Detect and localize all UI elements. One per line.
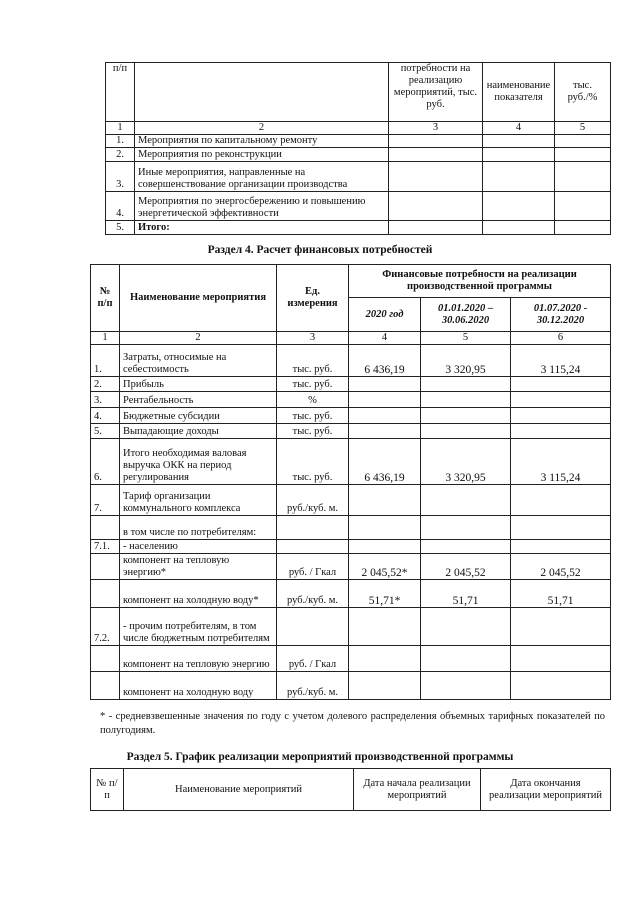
cell	[555, 162, 611, 192]
value-year	[349, 377, 421, 392]
section4-title: Раздел 4. Расчет финансовых потребностей	[207, 244, 433, 256]
table-activities	[105, 62, 611, 235]
value-h1	[421, 485, 511, 516]
table-row	[91, 439, 611, 485]
value-year	[349, 408, 421, 424]
col-number: 2	[120, 332, 277, 345]
header-period-h1: 01.01.2020 – 30.06.2020	[421, 298, 511, 332]
cell	[389, 162, 483, 192]
row-name: Выпадающие доходы	[120, 424, 277, 439]
row-number: 3.	[91, 392, 120, 408]
value-h1: 3 320,95	[421, 345, 511, 377]
table-row	[91, 554, 611, 580]
table-row	[91, 424, 611, 439]
value-year: 2 045,52*	[349, 554, 421, 580]
row-number	[91, 554, 120, 580]
value-year	[349, 608, 421, 646]
table-row	[91, 377, 611, 392]
table-row	[106, 148, 611, 162]
table-row	[91, 608, 611, 646]
row-name: Затраты, относимые на себестоимость	[120, 345, 277, 377]
value-h1: 3 320,95	[421, 439, 511, 485]
value-year	[349, 646, 421, 672]
header-name: Наименование мероприятия	[120, 265, 277, 332]
row-unit	[277, 540, 349, 554]
row-number: 7.2.	[91, 608, 120, 646]
row-name: Итого:	[135, 221, 389, 235]
cell	[389, 135, 483, 148]
table-row	[91, 580, 611, 608]
row-name: компонент на тепловую энергию	[120, 646, 277, 672]
value-h1	[421, 424, 511, 439]
header-group: Финансовые потребности на реализации производственной программы	[349, 265, 611, 298]
value-year: 6 436,19	[349, 345, 421, 377]
row-name: Мероприятия по энергосбережению и повышению энергетической эффективности	[135, 192, 389, 221]
col-number: 2	[135, 122, 389, 135]
row-name: Рентабельность	[120, 392, 277, 408]
row-number: 6.	[91, 439, 120, 485]
table-schedule	[90, 768, 611, 811]
header-num: п/п	[106, 63, 135, 122]
row-number: 2.	[106, 148, 135, 162]
table-body	[91, 345, 611, 700]
table-header-row	[106, 63, 611, 122]
table-row	[91, 485, 611, 516]
value-h2	[511, 672, 611, 700]
value-year	[349, 424, 421, 439]
cell	[389, 221, 483, 235]
value-year	[349, 392, 421, 408]
header-indicator: наименование показателя	[483, 63, 555, 122]
value-h2	[511, 392, 611, 408]
cell	[483, 192, 555, 221]
row-unit: тыс. руб.	[277, 345, 349, 377]
header-name	[135, 63, 389, 122]
row-unit: руб./куб. м.	[277, 485, 349, 516]
row-name: компонент на холодную воду	[120, 672, 277, 700]
col-number: 3	[277, 332, 349, 345]
table-row-total	[106, 221, 611, 235]
row-unit	[277, 608, 349, 646]
table-header-row	[91, 769, 611, 811]
value-h1	[421, 672, 511, 700]
value-h1: 2 045,52	[421, 554, 511, 580]
row-number: 5.	[91, 424, 120, 439]
row-unit: тыс. руб.	[277, 408, 349, 424]
cell	[555, 148, 611, 162]
table-number-row	[91, 332, 611, 345]
col-number: 1	[91, 332, 120, 345]
value-h1	[421, 377, 511, 392]
row-number: 3.	[106, 162, 135, 192]
table-row	[91, 672, 611, 700]
value-h1	[421, 408, 511, 424]
table-header-row	[91, 265, 611, 298]
value-h2	[511, 424, 611, 439]
value-h2	[511, 540, 611, 554]
col-number: 3	[389, 122, 483, 135]
row-number: 7.	[91, 485, 120, 516]
value-h2: 3 115,24	[511, 345, 611, 377]
cell	[483, 135, 555, 148]
value-h2	[511, 408, 611, 424]
row-name: компонент на холодную воду*	[120, 580, 277, 608]
table-row	[91, 540, 611, 554]
row-unit: тыс. руб.	[277, 424, 349, 439]
row-name: Мероприятия по капитальному ремонту	[135, 135, 389, 148]
value-h1	[421, 608, 511, 646]
table-row	[106, 162, 611, 192]
table-financial-needs	[90, 264, 611, 700]
value-h2	[511, 485, 611, 516]
table-row	[91, 345, 611, 377]
row-name: Тариф организации коммунального комплекса	[120, 485, 277, 516]
header-unit: Ед. измерения	[277, 265, 349, 332]
cell	[389, 192, 483, 221]
header-num: № п/п	[91, 769, 124, 811]
row-number: 1.	[91, 345, 120, 377]
row-name: - населению	[120, 540, 277, 554]
row-name: Итого необходимая валовая выручка ОКК на период регулирования	[120, 439, 277, 485]
col-number: 4	[483, 122, 555, 135]
row-unit: руб./куб. м.	[277, 672, 349, 700]
table-row	[106, 135, 611, 148]
row-number: 7.1.	[91, 540, 120, 554]
row-name: Иные мероприятия, направленные на совершенствование организации производства	[135, 162, 389, 192]
value-h1: 51,71	[421, 580, 511, 608]
value-h2	[511, 516, 611, 540]
col-number: 5	[421, 332, 511, 345]
footnote: * - средневзвешенные значения по году с учетом долевого распределения объемных тарифных показателей по полугодиям.	[100, 711, 605, 736]
value-year: 51,71*	[349, 580, 421, 608]
table-row	[91, 408, 611, 424]
value-h2: 3 115,24	[511, 439, 611, 485]
row-unit	[277, 516, 349, 540]
value-h1	[421, 646, 511, 672]
row-name: Мероприятия по реконструкции	[135, 148, 389, 162]
value-h2	[511, 608, 611, 646]
value-h2	[511, 377, 611, 392]
cell	[555, 192, 611, 221]
row-number: 5.	[106, 221, 135, 235]
col-number: 6	[511, 332, 611, 345]
value-h2: 2 045,52	[511, 554, 611, 580]
cell	[555, 135, 611, 148]
table-row	[91, 516, 611, 540]
row-number	[91, 672, 120, 700]
row-unit: руб./куб. м.	[277, 580, 349, 608]
row-number: 1.	[106, 135, 135, 148]
value-h1	[421, 516, 511, 540]
row-name: Прибыль	[120, 377, 277, 392]
table-number-row	[106, 122, 611, 135]
row-number: 4.	[106, 192, 135, 221]
cell	[483, 148, 555, 162]
row-number	[91, 580, 120, 608]
value-year: 6 436,19	[349, 439, 421, 485]
value-h2	[511, 646, 611, 672]
header-period-year: 2020 год	[349, 298, 421, 332]
header-period-h2: 01.07.2020 - 30.12.2020	[511, 298, 611, 332]
row-name: компонент на тепловую энергию*	[120, 554, 277, 580]
row-unit: тыс. руб.	[277, 439, 349, 485]
value-h2: 51,71	[511, 580, 611, 608]
row-name: Бюджетные субсидии	[120, 408, 277, 424]
value-year	[349, 485, 421, 516]
row-unit: руб. / Гкал	[277, 554, 349, 580]
header-end-date: Дата окончания реализации мероприятий	[481, 769, 611, 811]
row-unit: %	[277, 392, 349, 408]
row-unit: руб. / Гкал	[277, 646, 349, 672]
row-unit: тыс. руб.	[277, 377, 349, 392]
col-number: 4	[349, 332, 421, 345]
value-h1	[421, 540, 511, 554]
cell	[389, 148, 483, 162]
cell	[555, 221, 611, 235]
header-name: Наименование мероприятий	[124, 769, 354, 811]
table-row	[91, 646, 611, 672]
col-number: 5	[555, 122, 611, 135]
row-name: - прочим потребителям, в том числе бюджетным потребителям	[120, 608, 277, 646]
header-start-date: Дата начала реализации мероприятий	[354, 769, 481, 811]
col-number: 1	[106, 122, 135, 135]
table-row	[106, 192, 611, 221]
header-num: № п/п	[91, 265, 120, 332]
value-year	[349, 516, 421, 540]
row-name: в том числе по потребителям:	[120, 516, 277, 540]
header-needs: потребности на реализацию мероприятий, тыс. руб.	[389, 63, 483, 122]
row-number	[91, 516, 120, 540]
cell	[483, 221, 555, 235]
value-year	[349, 540, 421, 554]
header-units: тыс. руб./%	[555, 63, 611, 122]
row-number: 2.	[91, 377, 120, 392]
row-number	[91, 646, 120, 672]
row-number: 4.	[91, 408, 120, 424]
value-h1	[421, 392, 511, 408]
value-year	[349, 672, 421, 700]
section5-title: Раздел 5. График реализации мероприятий производственной программы	[126, 751, 514, 763]
cell	[483, 162, 555, 192]
table-row	[91, 392, 611, 408]
